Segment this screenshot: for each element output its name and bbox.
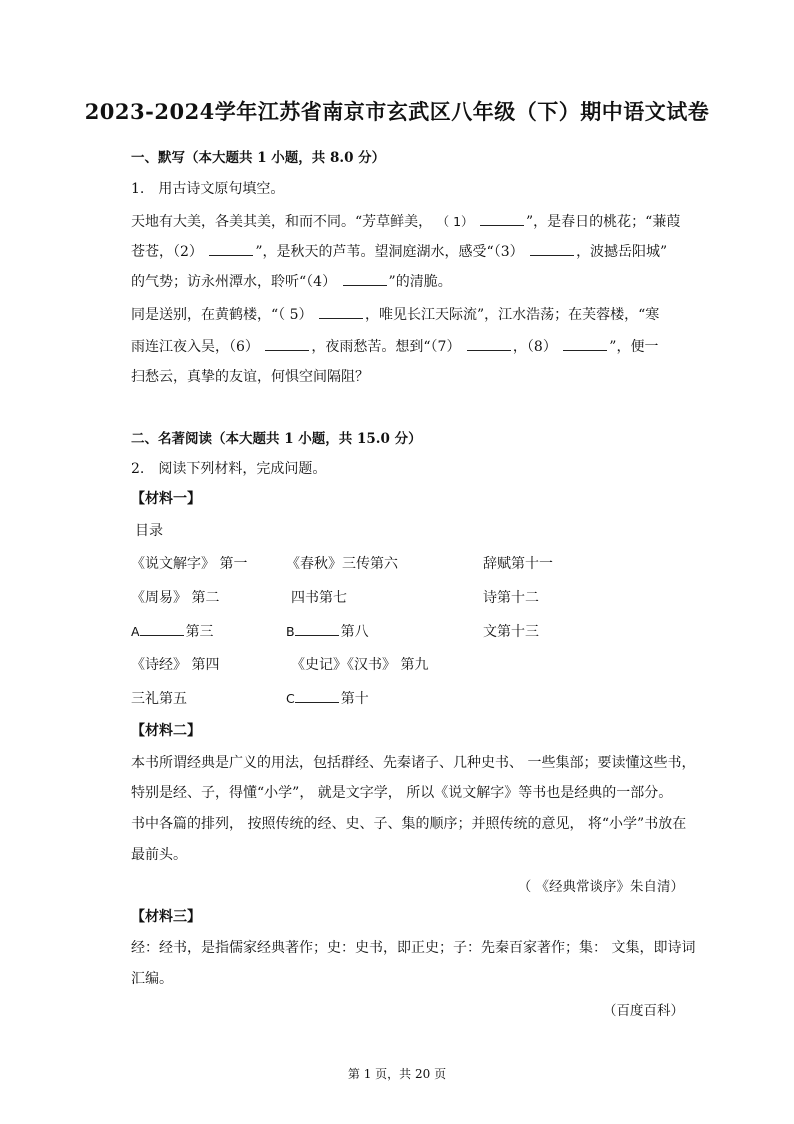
dictation-line [131, 241, 667, 261]
text-span: ，夜雨愁苦。想到“（7） [311, 339, 461, 355]
text-span: ”的清脆。 [388, 274, 452, 290]
dictation-line: 扫愁云，真挚的友谊，何惧空间隔阻？ [131, 369, 369, 385]
answer-blank[interactable] [530, 243, 574, 256]
toc-entry: 《春秋》三传第六 [286, 556, 398, 572]
answer-blank[interactable] [295, 690, 339, 703]
blank-letter: A [131, 624, 140, 639]
question-number: 1. [131, 181, 145, 197]
toc-entry: 辞赋第十一 [483, 556, 553, 572]
answer-blank[interactable] [467, 338, 511, 351]
text-span: ，唯见长江天际流”，江水浩荡；在芙蓉楼，“寒 [364, 307, 660, 323]
blank-letter: B [286, 624, 295, 639]
material-2-label: 【材料二】 [131, 723, 201, 739]
material-3-line: 汇编。 [131, 971, 173, 987]
toc-entry-text: 第八 [340, 624, 369, 640]
page-title: 2023-2024学年江苏省南京市玄武区八年级（下）期中语文试卷 [84, 99, 710, 124]
text-span: 的气势；访永州潭水，聆听“（4） [131, 274, 337, 290]
toc-entry: 《诗经》 第四 [131, 657, 220, 673]
toc-entry: 四书第七 [291, 590, 347, 606]
dictation-line [131, 211, 680, 231]
question-number: 2. [131, 461, 145, 477]
section-heading-dictation: 一、默写（本大题共 1 小题，共 8.0 分） [131, 150, 386, 166]
material-2-line: 特别是经、子，得懂“小学”， 就是文字学， 所以《说文解字》等书也是经典的一部分。 [131, 785, 673, 801]
toc-entry-text: 第十 [340, 691, 369, 707]
answer-blank[interactable] [265, 338, 309, 351]
question-text: 用古诗文原句填空。 [158, 181, 285, 197]
toc-entry: 文第十三 [483, 624, 539, 640]
answer-blank[interactable] [480, 213, 524, 226]
material-2-line: 本书所谓经典是广义的用法，包括群经、先秦诸子、几种史书、 一些集部；要读懂这些书， [131, 755, 696, 771]
toc-entry: 三礼第五 [131, 691, 187, 707]
blank-letter: C [286, 691, 295, 706]
answer-blank[interactable] [209, 243, 253, 256]
dictation-line [131, 336, 658, 356]
dictation-line [131, 271, 452, 291]
text-span: ”，是秋天的芦苇。望洞庭湖水，感受“（3） [255, 244, 524, 260]
dictation-line [131, 304, 659, 324]
material-2-line: 书中各篇的排列， 按照传统的经、史、子、集的顺序；并照传统的意见， 将“小学”书放在 [131, 816, 687, 832]
material-3-source: （百度百科） [603, 1003, 684, 1019]
material-1-label: 【材料一】 [131, 491, 201, 507]
answer-blank[interactable] [319, 306, 363, 319]
toc-entry-blank-a [131, 621, 214, 641]
text-span: 雨连江夜入吴，（6） [131, 339, 259, 355]
question-2-prompt [131, 458, 326, 478]
answer-blank[interactable] [563, 338, 607, 351]
material-3-label: 【材料三】 [131, 909, 201, 925]
answer-blank[interactable] [295, 623, 339, 636]
toc-entry-text: 第三 [185, 624, 214, 640]
answer-blank[interactable] [343, 273, 387, 286]
material-2-line: 最前头。 [131, 847, 187, 863]
text-span: ”，是春日的桃花；“蒹葭 [526, 214, 681, 230]
blank-index: （ 1） [436, 214, 474, 229]
toc-entry: 《说文解字》 第一 [131, 556, 248, 572]
material-3-line: 经：经书，是指儒家经典著作；史：史书，即正史；子：先秦百家著作；集： 文集，即诗词 [131, 940, 696, 956]
text-span: ，波撼岳阳城” [576, 244, 668, 260]
toc-entry: 诗第十二 [483, 590, 539, 606]
toc-entry-blank-b [286, 621, 369, 641]
material-2-source: （ 《经典常谈序》朱自清） [517, 879, 684, 895]
section-heading-reading: 二、名著阅读（本大题共 1 小题，共 15.0 分） [131, 431, 422, 447]
question-text: 阅读下列材料，完成问题。 [158, 461, 327, 477]
question-1-prompt [131, 178, 284, 198]
toc-entry: 《周易》 第二 [131, 590, 220, 606]
text-span: 苍苍，（2） [131, 244, 203, 260]
toc-entry-blank-c [286, 688, 369, 708]
text-span: ，（8） [512, 339, 557, 355]
text-span: ”，便一 [609, 339, 659, 355]
text-span: 同是送别，在黄鹤楼，“（ 5） [131, 307, 313, 323]
toc-entry: 《史记》《汉书》 第九 [291, 657, 429, 673]
answer-blank[interactable] [140, 623, 184, 636]
page-footer: 第 1 页，共 20 页 [347, 1067, 447, 1081]
toc-title: 目录 [135, 523, 163, 539]
text-span: 天地有大美，各美其美，和而不同。“芳草鲜美， [131, 214, 433, 230]
